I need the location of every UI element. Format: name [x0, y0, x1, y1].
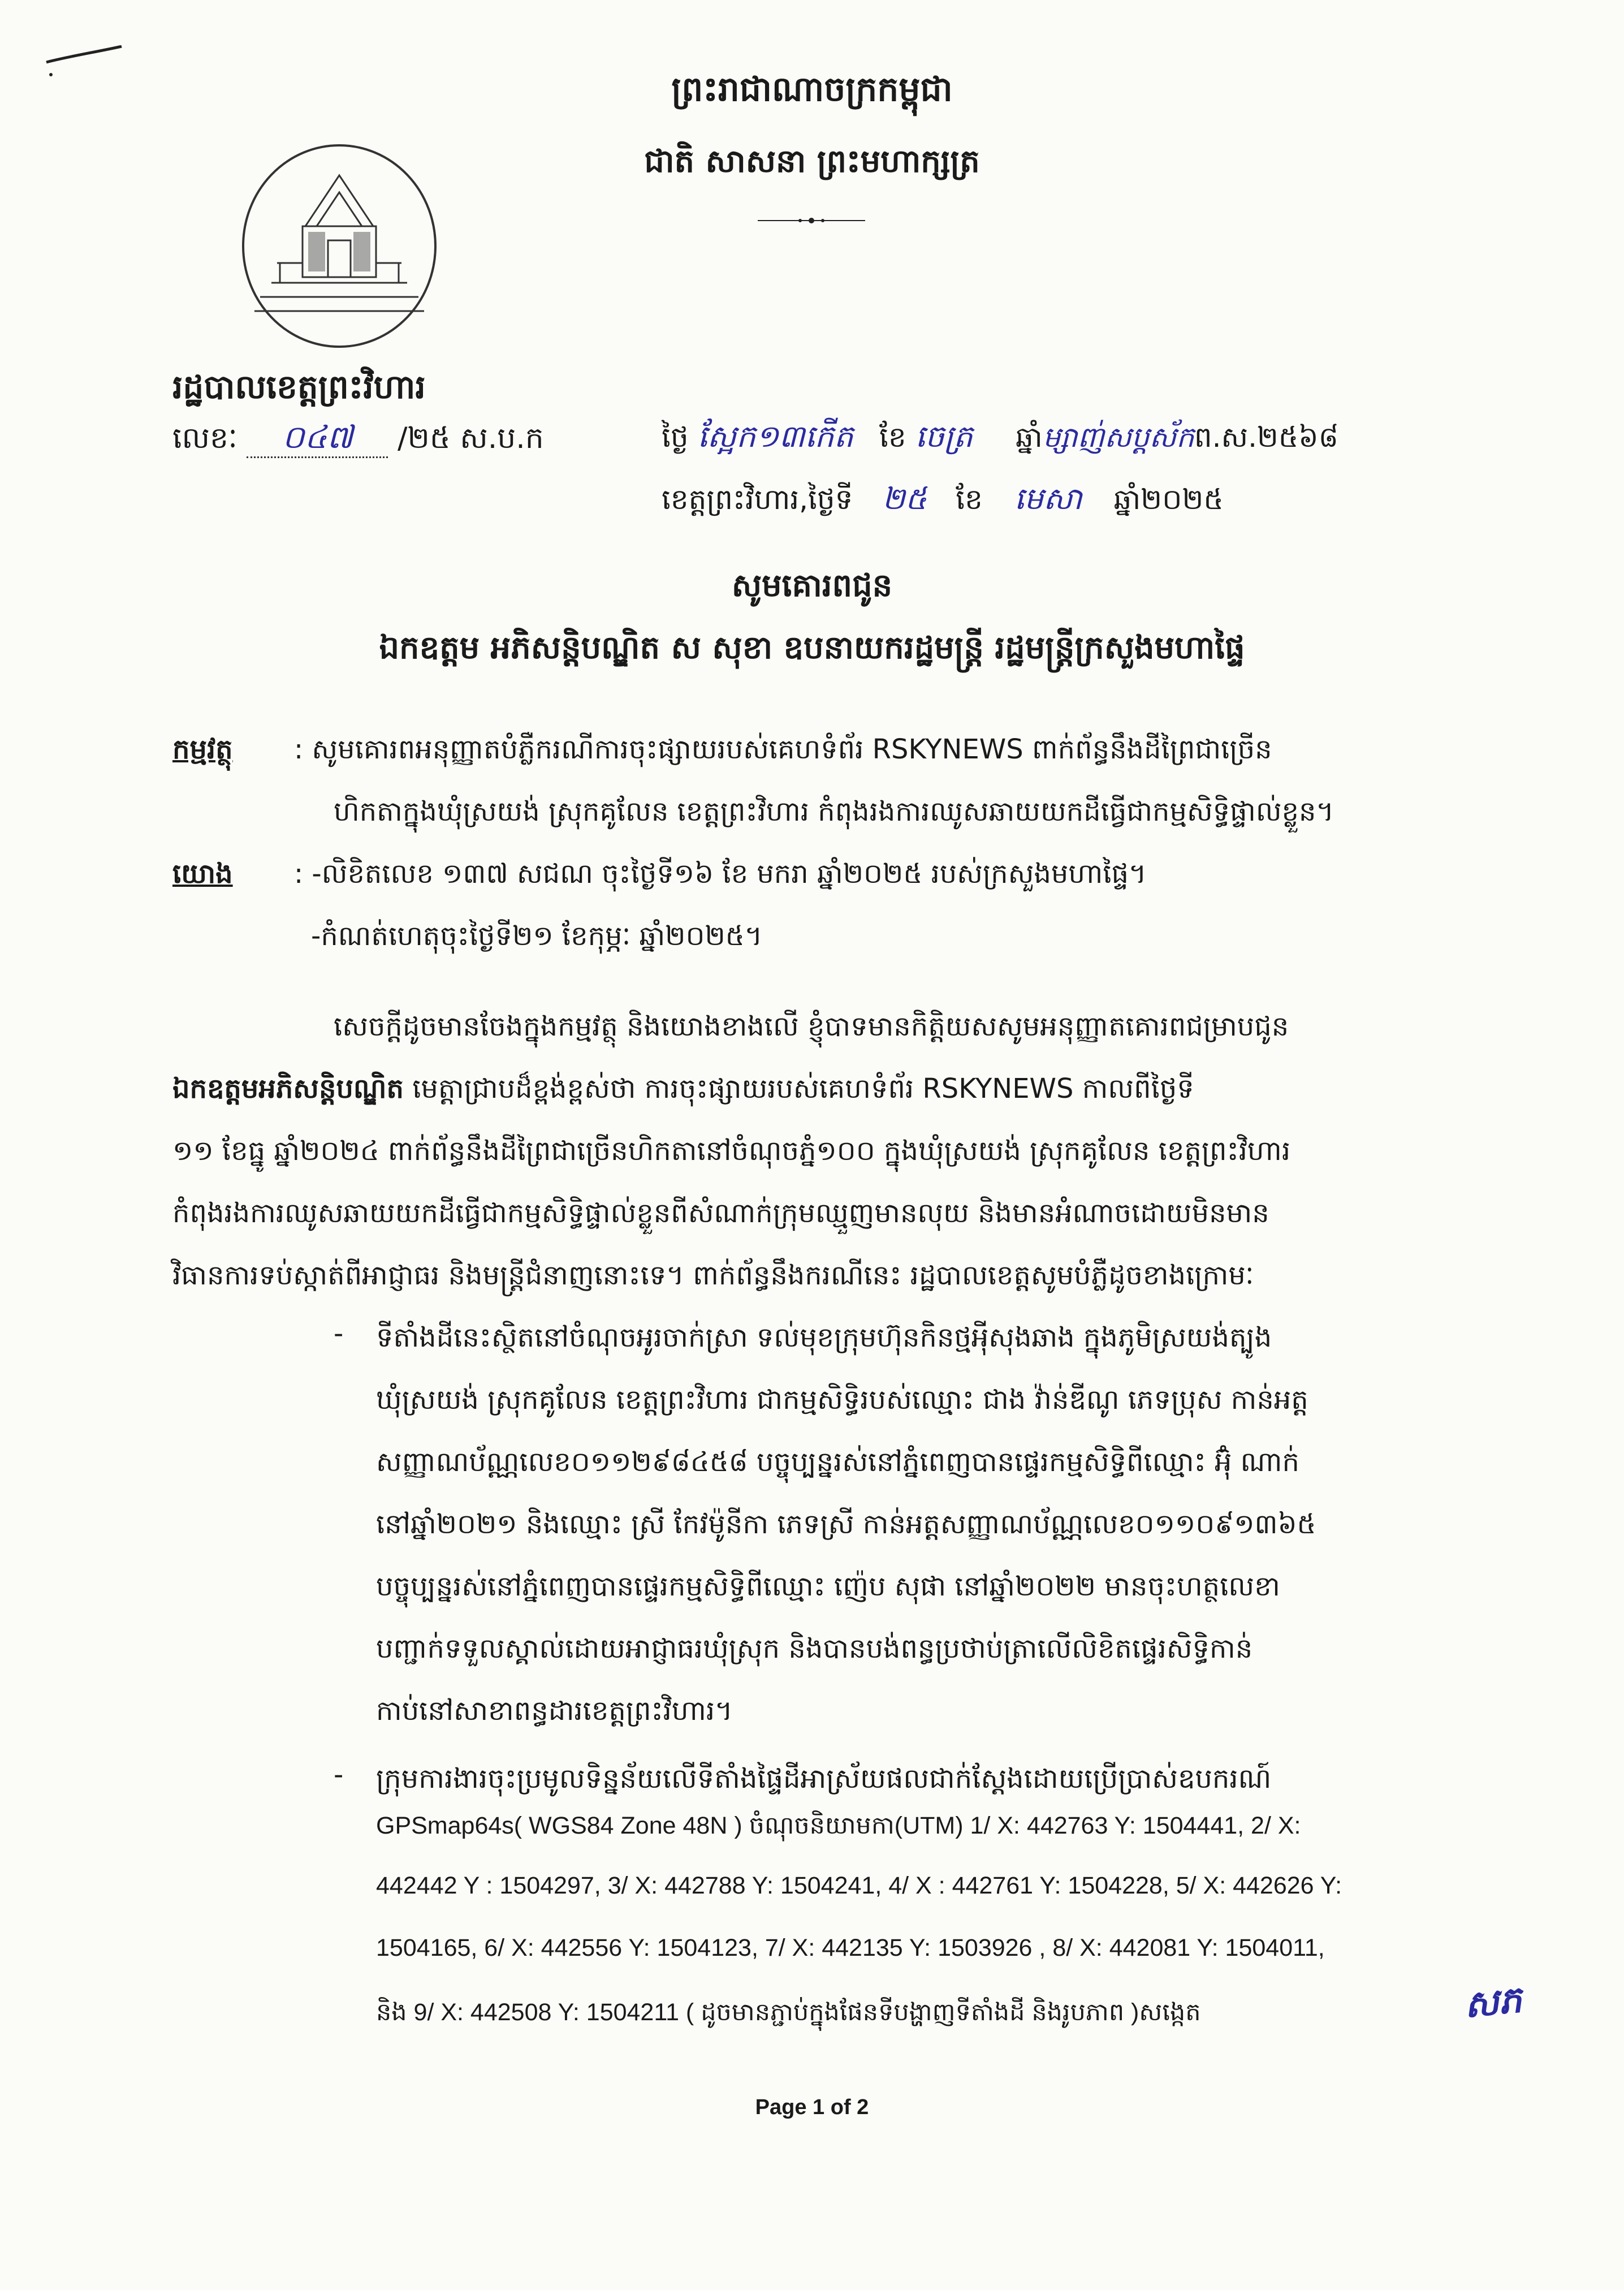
body-line2-rest: មេត្តាជ្រាបដ៏ខ្ពង់ខ្ពស់ថា ការចុះផ្សាយរបស់គេហទំព័រ RSKYNEWS កាលពីថ្ងៃទី — [403, 1073, 1194, 1105]
bullet1-line: ឃុំស្រយង់ ស្រុកគូលែន ខេត្តព្រះវិហារ ជាកម្មសិទ្ធិរបស់ឈ្មោះ ជាង វ៉ាន់ឌីណូ ភេទប្រុស កាន់អត្ត — [376, 1384, 1308, 1416]
header-ornament — [758, 215, 865, 226]
lunar-day-label: ថ្ងៃ — [662, 421, 689, 454]
subject-label: កម្មវត្ថុ — [172, 734, 233, 765]
bullet1-line: សញ្ញាណប័ណ្ណលេខ០១១២៩៨៤៥៨ បច្ចុប្បន្នរស់នៅភ្នំពេញបានផ្ទេរកម្មសិទ្ធិពីឈ្មោះ អ៊ុំ ណាក់ — [376, 1446, 1299, 1478]
reference-line1: : -លិខិតលេខ ១៣៧ សជណ ចុះថ្ងៃទី១៦ ខែ មករា ឆ្នាំ២០២៥ របស់ក្រសួងមហាផ្ទៃ។ — [294, 858, 1147, 890]
page-number: Page 1 of 2 — [755, 2095, 869, 2119]
gps-coordinates-line: 1504165, 6/ X: 442556 Y: 1504123, 7/ X: 442135 Y: 1503926 , 8/ X: 442081 Y: 1504011, — [376, 1934, 1325, 1961]
gps-coordinates-line: 442442 Y : 1504297, 3/ X: 442788 Y: 1504241, 4/ X : 442761 Y: 1504228, 5/ X: 442626 Y: — [376, 1872, 1342, 1899]
lunar-month-value: ចេត្រ — [915, 419, 973, 454]
bullet2-line1: ក្រុមការងារចុះប្រមូលទិន្នន័យលើទីតាំងផ្ទៃដីអាស្រ័យផលជាក់ស្តែងដោយប្រើប្រាស់ឧបករណ៍ — [376, 1763, 1272, 1795]
day-value: ២៥ — [882, 481, 927, 516]
body-line2 — [172, 1058, 1194, 1120]
lunar-date-line — [662, 419, 1338, 455]
bullet1-line: នៅឆ្នាំ២០២១ និងឈ្មោះ ស្រី កែវម៉ូនីកា ភេទស្រី កាន់អត្តសញ្ញាណប័ណ្ណលេខ០១១០៩១៣៦៥ — [376, 1508, 1316, 1540]
body-line4: កំពុងរងការឈូសឆាយយកដីធ្វើជាកម្មសិទ្ធិផ្ទាល់ខ្លួនពីសំណាក់ក្រុមឈ្មួញមានលុយ និងមានអំណាចដោយមិនមាន — [172, 1197, 1269, 1229]
gregorian-date-line — [662, 481, 1224, 517]
bullet1-line: បញ្ជាក់ទទួលស្គាល់ដោយអាជ្ញាធរឃុំស្រុក និងបានបង់ពន្ធប្រថាប់ត្រាលើលិខិតផ្ទេរសិទ្ធិកាន់ — [376, 1633, 1253, 1664]
lunar-month-label: ខែ — [879, 421, 906, 454]
ref-label: លេខៈ — [172, 421, 237, 455]
lunar-day-value: ស្អែក១៣កើត — [697, 419, 854, 454]
lunar-year-label: ឆ្នាំ — [1016, 421, 1043, 454]
lunar-year-value: ម្សាញ់សប្តស័ក — [1042, 421, 1194, 454]
preah-vihear-temple-emblem — [237, 141, 441, 351]
reference-label: យោង — [172, 858, 233, 890]
kingdom-title: ព្រះរាជាណាចក្រកម្ពុជា — [671, 70, 953, 109]
sender-office: រដ្ឋបាលខេត្តព្រះវិហារ — [172, 368, 426, 406]
national-motto: ជាតិ សាសនា ព្រះមហាក្សត្រ — [644, 143, 980, 180]
bullet2-dash: - — [334, 1759, 344, 1791]
handwritten-initials: សភ — [1462, 1978, 1524, 2027]
gps-coordinates-line: GPSmap64s( WGS84 Zone 48N ) ចំណុចនិយាមកា(UTM) 1/ X: 442763 Y: 1504441, 2/ X: — [376, 1812, 1301, 1839]
ref-suffix: /២៥ ស.ប.ក — [397, 421, 544, 455]
body-line1: សេចក្តីដូចមានចែងក្នុងកម្មវត្ថុ និងយោងខាងលើ ខ្ញុំបាទមានកិត្តិយសសូមអនុញ្ញាតគោរពជម្រាបជូន — [334, 1011, 1289, 1042]
salutation-line1: សូមគោរពជូន — [731, 567, 893, 604]
body-line3: ១១ ខែធ្នូ ឆ្នាំ២០២៤ ពាក់ព័ន្ធនឹងដីព្រៃជាច្រើនហិកតានៅចំណុចភ្នំ១០០ ក្នុងឃុំស្រយង់ ស្រុកគូលែន ខេត្តព្រះវិហារ — [172, 1135, 1291, 1167]
bullet1-line: កាប់នៅសាខាពន្ធដារខេត្តព្រះវិហារ។ — [376, 1695, 733, 1727]
bullet1-line: ទីតាំងដីនេះស្ថិតនៅចំណុចអូរចាក់ស្រា ទល់មុខក្រុមហ៊ុនកិនថ្មអុីសុងឆាង ក្នុងភូមិស្រយង់ត្បូង — [376, 1322, 1272, 1353]
buddhist-era-year: ព.ស.២៥៦៨ — [1194, 421, 1339, 454]
reference-number-line — [172, 419, 544, 458]
salutation-addressee: ឯកឧត្តម អភិសន្តិបណ្ឌិត ស សុខា ឧបនាយករដ្ឋមន្ត្រី រដ្ឋមន្ត្រីក្រសួងមហាផ្ទៃ — [379, 629, 1245, 666]
ref-number-handwritten: ០៤៧ — [247, 419, 388, 458]
bullet1-line: បច្ចុប្បន្នរស់នៅភ្នំពេញបានផ្ទេរកម្មសិទ្ធិពីឈ្មោះ ញ៉េប សុផា នៅឆ្នាំ២០២២ មានចុះហត្ថលេខា — [376, 1571, 1280, 1602]
month-label: ខែ — [956, 483, 983, 516]
month-value: មេសា — [1014, 481, 1082, 516]
body-line5: វិធានការទប់ស្កាត់ពីអាជ្ញាធរ និងមន្ត្រីជំនាញនោះទេ។ ពាក់ព័ន្ធនឹងករណីនេះ រដ្ឋបាលខេត្តសូមបំភ្លឺដូចខាងក្រោមៈ — [172, 1260, 1254, 1291]
reference-line2: -កំណត់ហេតុចុះថ្ងៃទី២១ ខែកុម្ភៈ ឆ្នាំ២០២៥។ — [311, 920, 763, 952]
body-honorific: ឯកឧត្តមអភិសន្តិបណ្ឌិត — [172, 1073, 404, 1105]
gps-coordinates-line: និង 9/ X: 442508 Y: 1504211 ( ដូចមានភ្ជាប់ក្នុងផែនទីបង្ហាញទីតាំងដី និងរូបភាព )សង្កេត — [376, 1999, 1201, 2026]
subject-text-line2: ហិកតាក្នុងឃុំស្រយង់ ស្រុកគូលែន ខេត្តព្រះវិហារ កំពុងរងការឈូសឆាយយកដីធ្វើជាកម្មសិទ្ធិផ្ទាល់ខ្លួន។ — [334, 796, 1334, 827]
subject-text-line1: : សូមគោរពអនុញ្ញាតបំភ្លឺករណីការចុះផ្សាយរបស់គេហទំព័រ RSKYNEWS ពាក់ព័ន្ធនឹងដីព្រៃជាច្រើន — [294, 734, 1272, 765]
bullet1-dash: - — [334, 1318, 344, 1349]
year-value: ឆ្នាំ២០២៥ — [1113, 483, 1224, 516]
place-date-prefix: ខេត្តព្រះវិហារ,ថ្ងៃទី — [662, 483, 853, 516]
